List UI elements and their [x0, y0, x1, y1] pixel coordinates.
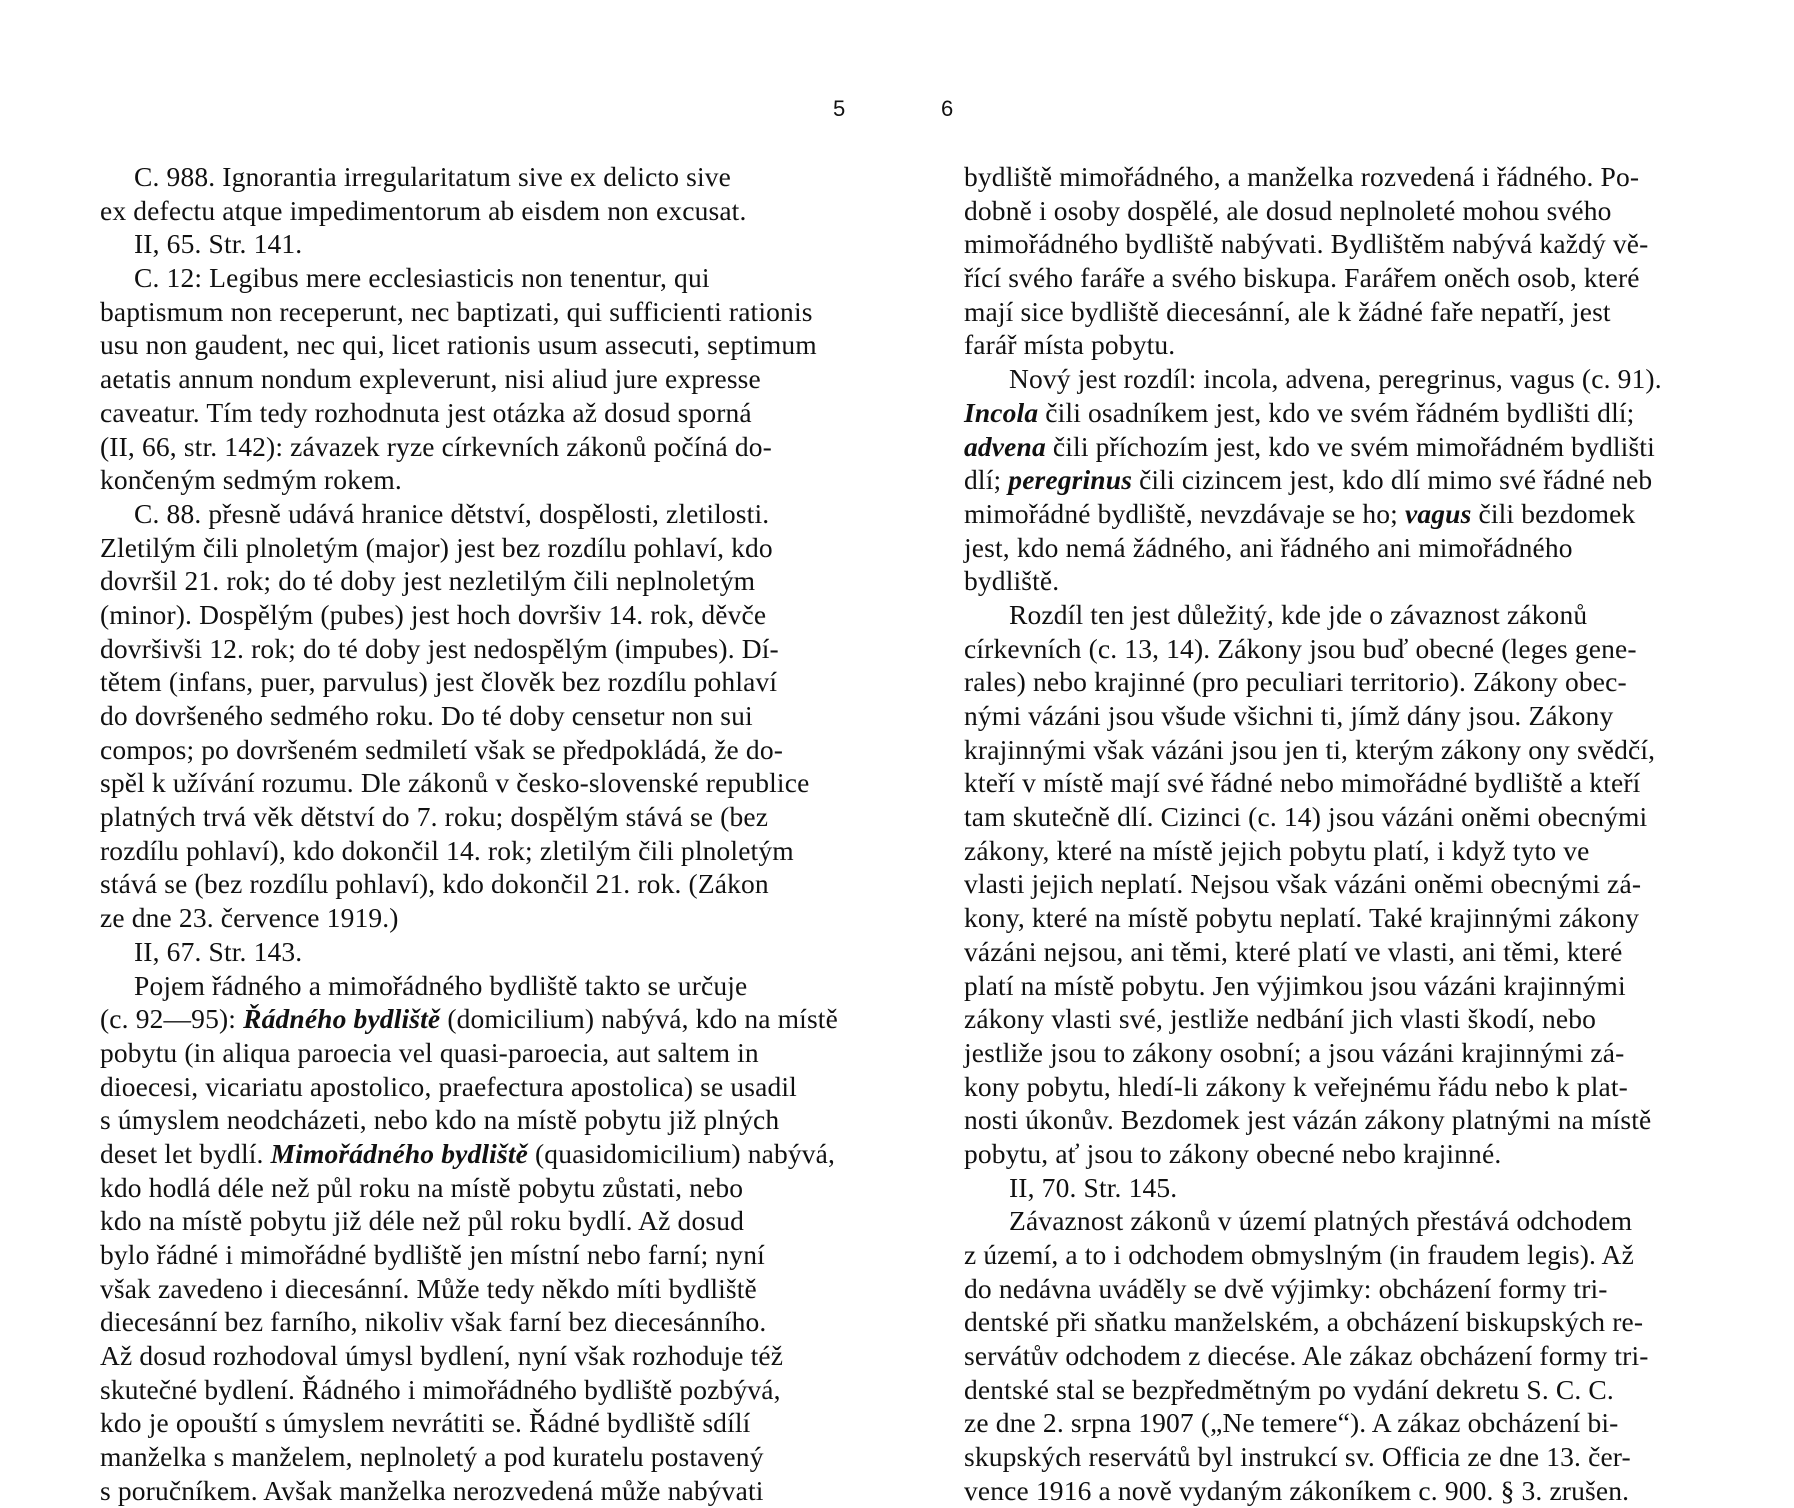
text-line	[964, 531, 1662, 565]
italic-term: advena	[964, 430, 1046, 462]
text-segment: platných trvá věk dětství do 7. roku; dospělým stává se (bez	[100, 801, 769, 833]
text-line	[100, 632, 838, 666]
text-segment: kdo hodlá déle než půl roku na místě pobytu zůstati, nebo	[100, 1171, 744, 1203]
text-segment: (c. 92—95):	[100, 1003, 244, 1035]
text-line	[100, 160, 838, 194]
text-segment: diecesánní bez farního, nikoliv však farní bez diecesánního.	[100, 1306, 767, 1338]
text-line	[964, 901, 1662, 935]
text-segment: jest, kdo nemá žádného, ani řádného ani mimořádného	[964, 531, 1573, 563]
text-line	[100, 1440, 838, 1474]
text-segment: pobytu (in aliqua paroecia vel quasi-paroecia, aut saltem in	[100, 1036, 759, 1068]
text-segment: kdo na místě pobytu již déle než půl roku bydlí. Až dosud	[100, 1205, 745, 1237]
text-segment: zákony vlasti své, jestliže nedbání jich vlasti škodí, nebo	[964, 1003, 1597, 1035]
text-segment: rozdílu pohlaví), kdo dokončil 14. rok; zletilým čili plnoletým	[100, 834, 794, 866]
text-line	[100, 969, 838, 1003]
text-segment: tam skutečně dlí. Cizinci (c. 14) jsou vázáni oněmi obecnými	[964, 801, 1648, 833]
text-segment: skutečné bydlení. Řádného i mimořádného bydliště pozbývá,	[100, 1373, 781, 1405]
text-segment: pobytu, ať jsou to zákony obecné nebo krajinné.	[964, 1137, 1502, 1169]
text-segment: však zavedeno i diecesánní. Může tedy někdo míti bydliště	[100, 1272, 757, 1304]
text-line	[100, 665, 838, 699]
text-line	[100, 1406, 838, 1440]
text-line	[100, 497, 838, 531]
text-segment: kteří v místě mají své řádné nebo mimořádné bydliště a kteří	[964, 767, 1641, 799]
text-segment: nými vázáni jsou všude všichni ti, jímž dány jsou. Zákony	[964, 700, 1614, 731]
text-line	[100, 531, 838, 565]
text-line	[100, 834, 838, 868]
text-segment: dentské při sňatku manželském, a obcházení biskupských re-	[964, 1306, 1644, 1338]
text-line	[964, 1002, 1662, 1036]
text-segment: C. 12: Legibus mere ecclesiasticis non tenentur, qui	[134, 262, 710, 294]
text-segment: čili osadníkem jest, kdo ve svém řádném bydlišti dlí;	[1038, 396, 1635, 428]
text-segment: (minor). Dospělým (pubes) jest hoch dovršiv 14. rok, děvče	[100, 598, 767, 630]
text-line	[964, 834, 1662, 868]
text-line	[100, 699, 838, 733]
text-segment: krajinnými však vázáni jsou jen ti, kterým zákony ony svědčí,	[964, 733, 1656, 765]
text-line	[964, 766, 1662, 800]
text-line	[964, 867, 1662, 901]
left-page	[0, 0, 897, 1506]
text-line	[964, 194, 1662, 228]
text-line	[964, 497, 1662, 531]
text-segment: zákony, které na místě jejich pobytu platí, i když tyto ve	[964, 834, 1590, 866]
text-segment: C. 88. přesně udává hranice dětství, dospělosti, zletilosti.	[134, 497, 770, 529]
text-line	[964, 430, 1662, 464]
text-line	[100, 1103, 838, 1137]
text-line	[100, 766, 838, 800]
text-line	[964, 1070, 1662, 1104]
text-segment: řící svého faráře a svého biskupa. Farářem oněch osob, které	[964, 262, 1640, 294]
text-line	[100, 328, 838, 362]
text-segment: Nový jest rozdíl: incola, advena, peregrinus, vagus (c. 91).	[1009, 363, 1662, 395]
text-line	[964, 1305, 1662, 1339]
text-segment: ze dne 2. srpna 1907 („Ne temere“). A zákaz obcházení bi-	[964, 1407, 1619, 1439]
text-line	[100, 362, 838, 396]
text-line	[964, 463, 1662, 497]
right-page-text	[964, 160, 1662, 1508]
text-line	[964, 969, 1662, 1003]
text-segment: kdo je opouští s úmyslem nevrátiti se. Řádné bydliště sdílí	[100, 1407, 751, 1439]
text-line	[100, 1305, 838, 1339]
text-line	[964, 1204, 1662, 1238]
text-segment: farář místa pobytu.	[964, 329, 1176, 361]
text-line	[100, 800, 838, 834]
text-line	[100, 1238, 838, 1272]
text-line	[964, 1406, 1662, 1440]
text-segment: bylo řádné i mimořádné bydliště jen místní nebo farní; nyní	[100, 1239, 765, 1270]
text-line	[964, 396, 1662, 430]
text-segment: Pojem řádného a mimořádného bydliště takto se určuje	[134, 969, 748, 1001]
text-segment: kony pobytu, hledí-li zákony k veřejnému řádu nebo k plat-	[964, 1070, 1628, 1102]
text-line	[964, 699, 1662, 733]
text-line	[100, 1137, 838, 1171]
text-segment: C. 988. Ignorantia irregularitatum sive ex delicto sive	[134, 161, 732, 192]
text-segment: čili příchozím jest, kdo ve svém mimořádném bydlišti	[1045, 430, 1655, 462]
text-line	[964, 1137, 1662, 1171]
text-segment: (quasidomicilium) nabývá,	[527, 1137, 836, 1169]
text-line	[964, 1171, 1662, 1205]
text-segment: z území, a to i odchodem obmyslným (in fraudem legis). Až	[964, 1239, 1634, 1270]
text-segment: s úmyslem neodcházeti, nebo kdo na místě pobytu již plných	[100, 1104, 780, 1136]
italic-term: vagus	[1405, 497, 1472, 529]
text-line	[964, 1238, 1662, 1272]
italic-term: Mimořádného bydliště	[270, 1137, 528, 1169]
page-number-right: 6	[941, 96, 954, 121]
text-line	[964, 665, 1662, 699]
text-line	[964, 160, 1662, 194]
text-segment: jestliže jsou to zákony osobní; a jsou vázáni krajinnými zá-	[964, 1036, 1625, 1068]
text-line	[100, 1070, 838, 1104]
text-segment: kony, které na místě pobytu neplatí. Také krajinnými zákony	[964, 902, 1640, 934]
text-line	[964, 295, 1662, 329]
text-segment: s poručníkem. Avšak manželka nerozvedená může nabývati	[100, 1474, 764, 1506]
text-line	[964, 598, 1662, 632]
text-segment: skupských reservátů byl instrukcí sv. Officia ze dne 13. čer-	[964, 1441, 1631, 1473]
text-segment: tětem (infans, puer, parvulus) jest člověk bez rozdílu pohlaví	[100, 666, 778, 698]
text-segment: II, 67. Str. 143.	[134, 935, 303, 967]
text-segment: vázáni nejsou, ani těmi, které platí ve vlasti, ani těmi, které	[964, 935, 1623, 967]
text-line	[100, 901, 838, 935]
text-line	[100, 1036, 838, 1070]
text-segment: usu non gaudent, nec qui, licet rationis usum assecuti, septimum	[100, 329, 817, 361]
text-segment: dovršivši 12. rok; do té doby jest nedospělým (impubes). Dí-	[100, 632, 779, 664]
right-page	[897, 0, 1794, 1506]
text-line	[100, 1272, 838, 1306]
text-line	[100, 463, 838, 497]
text-segment: baptismum non receperunt, nec baptizati, qui sufficienti rationis	[100, 295, 813, 327]
text-line	[964, 632, 1662, 666]
text-segment: aetatis annum nondum expleverunt, nisi aliud jure expresse	[100, 363, 761, 395]
text-segment: (II, 66, str. 142): závazek ryze církevních zákonů počíná do-	[100, 430, 772, 462]
text-line	[964, 1339, 1662, 1373]
text-line	[100, 194, 838, 228]
text-line	[100, 1373, 838, 1407]
text-segment: čili cizincem jest, kdo dlí mimo své řádné neb	[1132, 464, 1653, 496]
text-segment: vence 1916 a nově vydaným zákoníkem c. 900. § 3. zrušen.	[964, 1474, 1630, 1506]
text-segment: vlasti jejich neplatí. Nejsou však vázáni oněmi obecnými zá-	[964, 868, 1642, 900]
text-segment: do dovršeného sedmého roku. Do té doby censetur non sui	[100, 700, 753, 731]
text-segment: končeným sedmým rokem.	[100, 464, 402, 496]
text-line	[100, 733, 838, 767]
text-segment: nosti úkonův. Bezdomek jest vázán zákony platnými na místě	[964, 1104, 1652, 1136]
text-line	[100, 1171, 838, 1205]
text-line	[964, 1272, 1662, 1306]
text-segment: ex defectu atque impedimentorum ab eisdem non excusat.	[100, 194, 747, 226]
text-line	[964, 328, 1662, 362]
text-segment: dioecesi, vicariatu apostolico, praefectura apostolica) se usadil	[100, 1070, 797, 1102]
text-line	[964, 800, 1662, 834]
text-line	[964, 1440, 1662, 1474]
text-line	[100, 1474, 838, 1508]
text-segment: dentské stal se bezpředmětným po vydání dekretu S. C. C.	[964, 1373, 1614, 1405]
text-segment: mimořádného bydliště nabývati. Bydlištěm nabývá každý vě-	[964, 228, 1649, 260]
text-line	[964, 261, 1662, 295]
italic-term: peregrinus	[1008, 464, 1133, 496]
text-segment: spěl k užívání rozumu. Dle zákonů v česko-slovenské republice	[100, 767, 810, 799]
text-line	[100, 935, 838, 969]
text-segment: dovršil 21. rok; do té doby jest nezletilým čili neplnoletým	[100, 565, 756, 597]
text-segment: stává se (bez rozdílu pohlaví), kdo dokončil 21. rok. (Zákon	[100, 868, 769, 900]
text-line	[964, 1103, 1662, 1137]
text-line	[964, 362, 1662, 396]
text-line	[100, 227, 838, 261]
text-line	[100, 430, 838, 464]
text-line	[100, 295, 838, 329]
text-segment: ze dne 23. července 1919.)	[100, 902, 399, 934]
text-segment: Rozdíl ten jest důležitý, kde jde o závaznost zákonů	[1009, 598, 1588, 630]
text-segment: deset let bydlí.	[100, 1137, 271, 1169]
text-segment: (domicilium) nabývá, kdo na místě	[440, 1003, 838, 1035]
italic-term: Incola	[964, 396, 1039, 428]
text-line	[964, 564, 1662, 598]
text-segment: církevních (c. 13, 14). Zákony jsou buď obecné (leges gene-	[964, 632, 1637, 664]
text-segment: compos; po dovršeném sedmiletí však se předpokládá, že do-	[100, 733, 784, 765]
text-segment: dobně i osoby dospělé, ale dosud neplnoleté mohou svého	[964, 194, 1612, 226]
text-segment: mají sice bydliště diecesánní, ale k žádné faře nepatří, jest	[964, 295, 1611, 327]
text-segment: bydliště mimořádného, a manželka rozvedená i řádného. Po-	[964, 161, 1640, 192]
text-segment: rales) nebo krajinné (pro peculiari territorio). Zákony obec-	[964, 666, 1627, 698]
text-segment: caveatur. Tím tedy rozhodnuta jest otázka až dosud sporná	[100, 396, 752, 428]
text-line	[100, 867, 838, 901]
text-segment: Až dosud rozhodoval úmysl bydlení, nyní však rozhoduje též	[100, 1340, 784, 1372]
text-segment: servátův odchodem z diecése. Ale zákaz obcházení formy tri-	[964, 1340, 1649, 1372]
text-line	[100, 564, 838, 598]
text-line	[964, 1474, 1662, 1508]
text-segment: manželka s manželem, neplnoletý a pod kuratelu postavený	[100, 1441, 764, 1473]
page-number-left: 5	[833, 96, 846, 121]
text-line	[100, 1002, 838, 1036]
text-segment: čili bezdomek	[1471, 497, 1636, 529]
italic-term: Řádného bydliště	[243, 1003, 441, 1035]
text-segment: platí na místě pobytu. Jen výjimkou jsou vázáni krajinnými	[964, 969, 1626, 1001]
text-line	[100, 1204, 838, 1238]
text-segment: dlí;	[964, 464, 1009, 496]
text-line	[100, 396, 838, 430]
text-line	[100, 1339, 838, 1373]
text-line	[964, 935, 1662, 969]
text-segment: Zletilým čili plnoletým (major) jest bez rozdílu pohlaví, kdo	[100, 531, 773, 563]
text-line	[100, 598, 838, 632]
text-line	[964, 733, 1662, 767]
text-segment: do nedávna uváděly se dvě výjimky: obcházení formy tri-	[964, 1272, 1608, 1304]
left-page-text	[100, 160, 838, 1508]
text-line	[964, 1036, 1662, 1070]
text-line	[964, 227, 1662, 261]
text-segment: Závaznost zákonů v území platných přestává odchodem	[1009, 1205, 1633, 1237]
text-segment: II, 70. Str. 145.	[1009, 1171, 1178, 1203]
text-segment: II, 65. Str. 141.	[134, 228, 303, 260]
text-segment: bydliště.	[964, 565, 1060, 597]
text-segment: mimořádné bydliště, nevzdávaje se ho;	[964, 497, 1405, 529]
text-line	[964, 1373, 1662, 1407]
text-line	[100, 261, 838, 295]
